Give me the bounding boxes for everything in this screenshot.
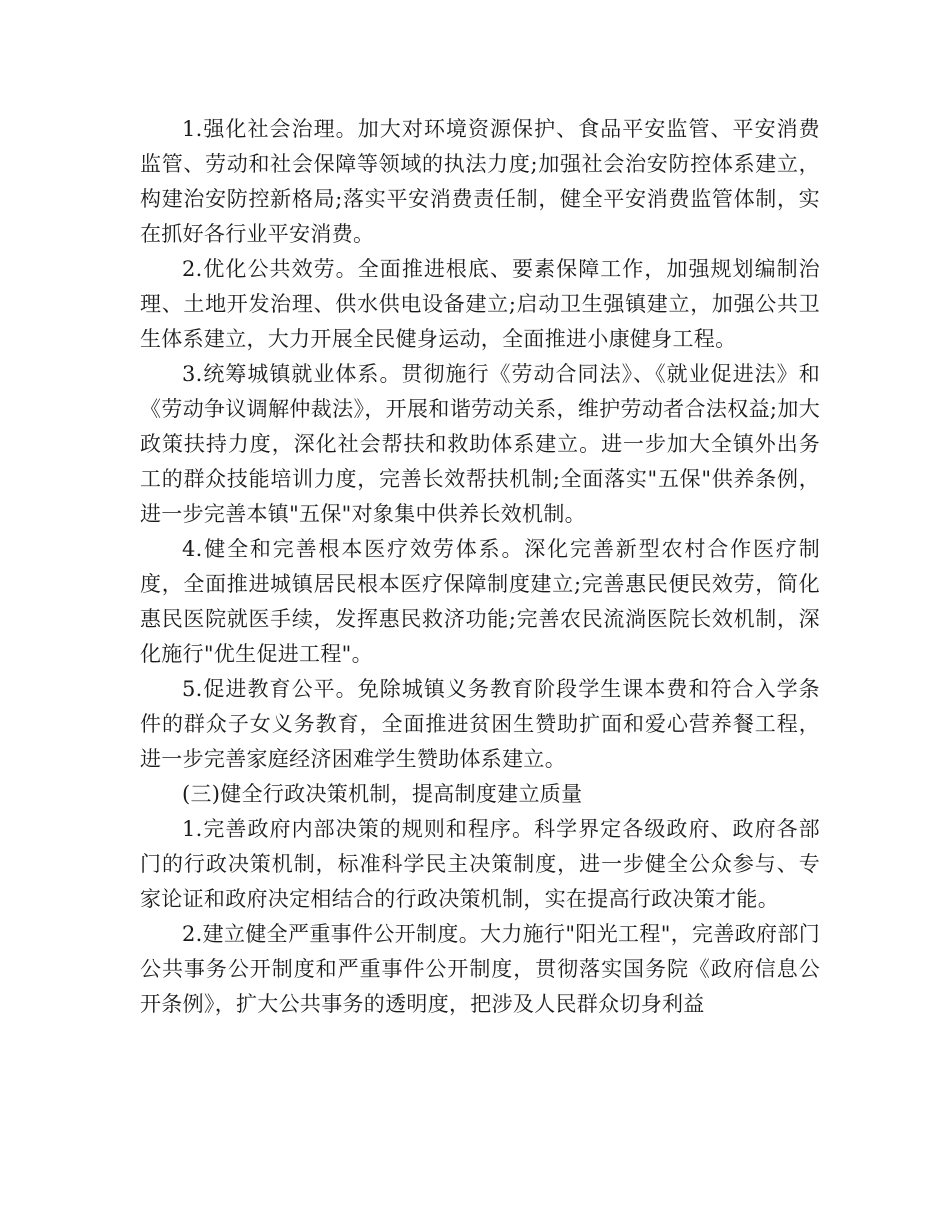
paragraph-public-service: 2.优化公共效劳。全面推进根底、要素保障工作，加强规划编制治理、土地开发治理、供水供电设备建立;启动卫生强镇建立，加强公共卫生体系建立，大力开展全民健身运动，全面推进小康健身工程。 [140,257,820,351]
paragraph-social-governance: 1.强化社会治理。加大对环境资源保护、食品平安监管、平安消费监管、劳动和社会保障等领域的执法力度;加强社会治安防控体系建立，构建治安防控新格局;落实平安消费责任制，健全平安消费监管体制，实在抓好各行业平安消费。 [140,117,820,246]
section-heading-decision-mechanism: (三)健全行政决策机制，提高制度建立质量 [182,782,583,806]
paragraph-employment-system: 3.统筹城镇就业体系。贯彻施行《劳动合同法》、《就业促进法》和《劳动争议调解仲裁法》，开展和谐劳动关系，维护劳动者合法权益;加大政策扶持力度，深化社会帮扶和救助体系建立。进一步加大全镇外出务工的群众技能培训力度，完善长效帮扶机制;全面落实"五保"供养条例，进一步完善本镇"五保"对象集中供养长效机制。 [140,362,820,526]
paragraph-disclosure-system: 2.建立健全严重事件公开制度。大力施行"阳光工程"，完善政府部门公共事务公开制度和严重事件公开制度，贯彻落实国务院《政府信息公开条例》，扩大公共事务的透明度，把涉及人民群众切身利益 [140,922,820,1016]
paragraph-education-fairness: 5.促进教育公平。免除城镇义务教育阶段学生课本费和符合入学条件的群众子女义务教育，全面推进贫困生赞助扩面和爱心营养餐工程，进一步完善家庭经济困难学生赞助体系建立。 [140,677,820,771]
document-body [140,112,820,1022]
paragraph-medical-service: 4.健全和完善根本医疗效劳体系。深化完善新型农村合作医疗制度，全面推进城镇居民根本医疗保障制度建立;完善惠民便民效劳，简化惠民医院就医手续，发挥惠民救济功能;完善农民流淌医院长效机制，深化施行"优生促进工程"。 [140,537,820,666]
paragraph-decision-rules: 1.完善政府内部决策的规则和程序。科学界定各级政府、政府各部门的行政决策机制，标准科学民主决策制度，进一步健全公众参与、专家论证和政府决定相结合的行政决策机制，实在提高行政决策才能。 [140,817,820,911]
